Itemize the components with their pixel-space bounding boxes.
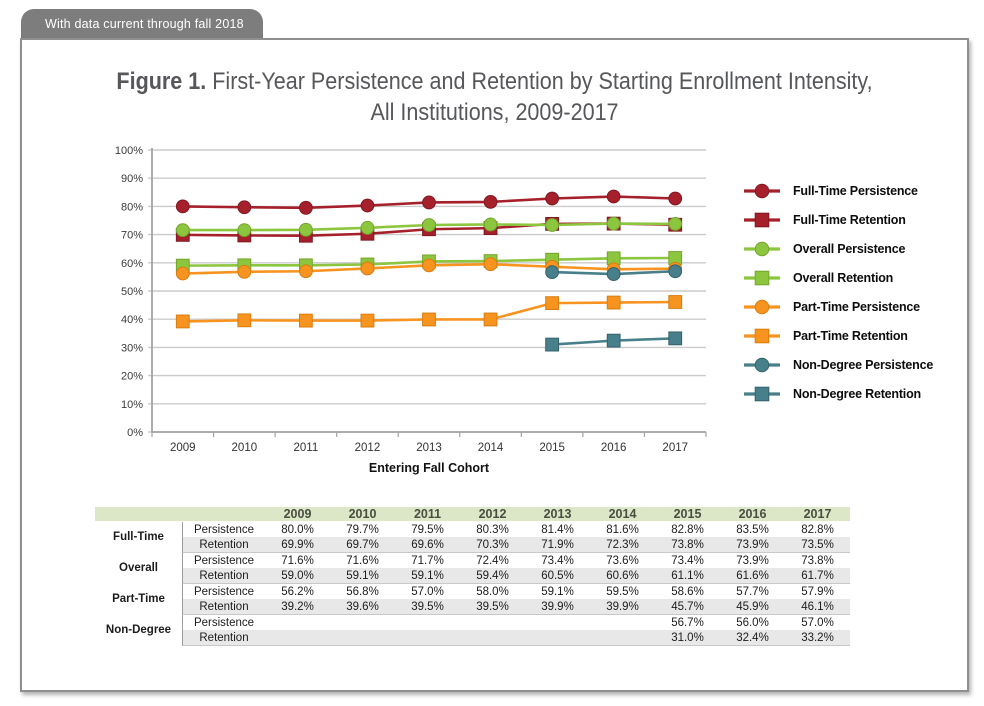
value-cell: 45.7%: [655, 599, 720, 615]
value-cell: 39.9%: [590, 599, 655, 615]
x-tick-label: 2009: [169, 442, 196, 454]
year-header-cell: 2009: [265, 507, 330, 522]
legend-label: Full-Time Persistence: [793, 183, 918, 198]
value-cell: 61.7%: [785, 568, 850, 584]
year-header-cell: 2015: [655, 507, 720, 522]
value-cell: 80.0%: [265, 522, 330, 537]
row-label-cell: Retention: [182, 630, 265, 646]
data-point-square: [176, 315, 189, 328]
value-cell: 57.9%: [785, 584, 850, 599]
value-cell: 69.7%: [330, 537, 395, 553]
data-point-circle: [361, 262, 374, 275]
value-cell: [525, 615, 590, 630]
value-cell: 45.9%: [720, 599, 785, 615]
data-point-circle: [607, 190, 620, 203]
x-tick-label: 2011: [293, 442, 319, 454]
value-cell: 71.6%: [330, 553, 395, 568]
value-cell: 73.9%: [720, 553, 785, 568]
data-point-circle: [484, 258, 497, 271]
value-cell: [525, 630, 590, 646]
data-point-square: [361, 314, 374, 327]
data-point-square: [546, 297, 559, 310]
legend-label: Non-Degree Persistence: [793, 357, 934, 372]
data-point-circle: [546, 219, 559, 232]
value-cell: [395, 630, 460, 646]
value-cell: 73.4%: [525, 553, 590, 568]
x-tick-label: 2012: [354, 442, 381, 454]
table-row: [95, 553, 850, 568]
data-point-circle: [299, 201, 312, 214]
y-tick-label: 50%: [120, 286, 143, 298]
value-cell: 82.8%: [785, 522, 850, 537]
x-axis-title: Entering Fall Cohort: [368, 461, 490, 475]
legend-item: [744, 176, 933, 205]
y-tick-label: 40%: [120, 314, 143, 327]
row-label-cell: Retention: [182, 537, 265, 553]
value-cell: 56.0%: [720, 615, 785, 630]
year-header-cell: 2016: [720, 507, 785, 522]
value-cell: 57.0%: [785, 615, 850, 630]
data-point-circle: [423, 219, 436, 232]
row-label-cell: Persistence: [182, 584, 265, 599]
data-point-square: [423, 313, 436, 326]
value-cell: [460, 630, 525, 646]
row-label-cell: Persistence: [182, 522, 265, 537]
group-label-cell: Non-Degree: [95, 615, 182, 646]
table-row: [95, 537, 850, 553]
value-cell: 73.6%: [590, 553, 655, 568]
data-point-circle: [484, 195, 497, 208]
legend-label: Full-Time Retention: [793, 212, 906, 227]
legend-square-icon: [744, 327, 780, 345]
value-cell: 60.6%: [590, 568, 655, 584]
data-point-square: [299, 314, 312, 327]
value-cell: 57.7%: [720, 584, 785, 599]
data-point-circle: [484, 218, 497, 231]
x-tick-label: 2015: [539, 442, 565, 454]
value-cell: 80.3%: [460, 522, 525, 537]
row-label-cell: Persistence: [182, 615, 265, 630]
banner-text: With data current through fall 2018: [45, 17, 244, 31]
data-point-circle: [176, 200, 189, 213]
data-point-circle: [299, 223, 312, 236]
value-cell: 73.8%: [655, 537, 720, 553]
year-header-cell: 2014: [590, 507, 655, 522]
legend-item: [744, 379, 933, 408]
value-cell: 70.3%: [460, 537, 525, 553]
value-cell: 59.5%: [590, 584, 655, 599]
value-cell: 31.0%: [655, 630, 720, 646]
data-point-square: [484, 313, 497, 326]
data-point-square: [238, 314, 251, 327]
value-cell: 57.0%: [395, 584, 460, 599]
value-cell: 73.9%: [720, 537, 785, 553]
row-label-cell: Retention: [182, 568, 265, 584]
value-cell: 73.8%: [785, 553, 850, 568]
value-cell: 69.6%: [395, 537, 460, 553]
value-cell: 39.9%: [525, 599, 590, 615]
value-cell: 73.4%: [655, 553, 720, 568]
data-point-circle: [423, 196, 436, 209]
table-row: [95, 568, 850, 584]
legend-circle-icon: [744, 298, 780, 316]
x-tick-label: 2016: [600, 442, 627, 454]
x-tick-label: 2014: [477, 442, 504, 454]
table-row: [95, 615, 850, 630]
value-cell: [265, 630, 330, 646]
value-cell: 59.1%: [395, 568, 460, 584]
line-chart: [95, 136, 725, 481]
value-cell: 39.6%: [330, 599, 395, 615]
value-cell: 39.2%: [265, 599, 330, 615]
value-cell: 39.5%: [395, 599, 460, 615]
data-point-circle: [299, 265, 312, 278]
value-cell: 61.1%: [655, 568, 720, 584]
data-point-circle: [546, 192, 559, 205]
value-cell: 81.6%: [590, 522, 655, 537]
data-point-square: [607, 296, 620, 309]
data-point-circle: [176, 224, 189, 237]
data-currency-banner: [21, 9, 263, 39]
value-cell: 60.5%: [525, 568, 590, 584]
y-tick-label: 10%: [120, 398, 143, 411]
legend-item: [744, 205, 933, 234]
y-tick-label: 20%: [120, 370, 143, 383]
legend-item: [744, 234, 933, 263]
value-cell: 59.1%: [330, 568, 395, 584]
data-point-circle: [361, 199, 374, 212]
data-point-square: [546, 338, 559, 351]
y-tick-label: 0%: [127, 427, 143, 439]
value-cell: [330, 615, 395, 630]
legend-item: [744, 321, 933, 350]
legend-label: Part-Time Retention: [793, 328, 908, 343]
y-tick-label: 100%: [114, 145, 143, 157]
y-tick-label: 30%: [120, 342, 143, 355]
data-point-circle: [669, 217, 682, 230]
legend-square-icon: [744, 269, 780, 287]
group-label-cell: Full-Time: [95, 522, 182, 553]
legend-circle-icon: [744, 356, 780, 374]
legend-item: [744, 292, 933, 321]
value-cell: 33.2%: [785, 630, 850, 646]
data-table: [95, 507, 850, 646]
row-label-cell: Retention: [182, 599, 265, 615]
data-point-circle: [546, 266, 559, 279]
legend-item: [744, 350, 933, 379]
value-cell: 56.2%: [265, 584, 330, 599]
legend-label: Non-Degree Retention: [793, 386, 921, 401]
data-point-circle: [361, 221, 374, 234]
value-cell: [265, 615, 330, 630]
figure-title-line2: All Institutions, 2009-2017: [370, 99, 619, 126]
table-header-row: [95, 507, 850, 522]
value-cell: 72.4%: [460, 553, 525, 568]
data-point-circle: [669, 192, 682, 205]
data-point-circle: [238, 224, 251, 237]
table-row: [95, 599, 850, 615]
value-cell: 56.8%: [330, 584, 395, 599]
figure-title: [77, 66, 912, 128]
value-cell: 72.3%: [590, 537, 655, 553]
legend-item: [744, 263, 933, 292]
value-cell: 73.5%: [785, 537, 850, 553]
data-point-circle: [607, 217, 620, 230]
value-cell: 83.5%: [720, 522, 785, 537]
data-table-container: [95, 507, 850, 646]
data-point-square: [669, 296, 682, 309]
table-row: [95, 522, 850, 537]
legend-circle-icon: [744, 182, 780, 200]
value-cell: 56.7%: [655, 615, 720, 630]
data-point-circle: [176, 267, 189, 280]
value-cell: 59.1%: [525, 584, 590, 599]
figure-number: Figure 1.: [116, 68, 207, 95]
value-cell: 71.6%: [265, 553, 330, 568]
value-cell: 71.7%: [395, 553, 460, 568]
value-cell: 79.5%: [395, 522, 460, 537]
year-header-cell: 2010: [330, 507, 395, 522]
value-cell: 71.9%: [525, 537, 590, 553]
header-corner-cell: [95, 507, 182, 522]
value-cell: 61.6%: [720, 568, 785, 584]
figure-title-line1: [77, 66, 912, 97]
value-cell: 58.6%: [655, 584, 720, 599]
x-tick-label: 2010: [231, 442, 258, 454]
legend-square-icon: [744, 211, 780, 229]
value-cell: 79.7%: [330, 522, 395, 537]
header-corner-cell: [182, 507, 265, 522]
value-cell: [590, 630, 655, 646]
row-label-cell: Persistence: [182, 553, 265, 568]
line-chart-canvas: [95, 136, 725, 481]
value-cell: 82.8%: [655, 522, 720, 537]
group-label-cell: Part-Time: [95, 584, 182, 615]
value-cell: 39.5%: [460, 599, 525, 615]
value-cell: [460, 615, 525, 630]
x-tick-label: 2013: [416, 442, 442, 454]
x-tick-label: 2017: [662, 442, 689, 454]
value-cell: 59.0%: [265, 568, 330, 584]
y-tick-label: 80%: [120, 201, 143, 214]
value-cell: 69.9%: [265, 537, 330, 553]
data-point-circle: [669, 265, 682, 278]
group-label-cell: Overall: [95, 553, 182, 584]
year-header-cell: 2013: [525, 507, 590, 522]
legend-circle-icon: [744, 240, 780, 258]
y-tick-label: 90%: [120, 173, 143, 186]
value-cell: 58.0%: [460, 584, 525, 599]
year-header-cell: 2012: [460, 507, 525, 522]
legend-label: Overall Retention: [793, 270, 894, 285]
year-header-cell: 2011: [395, 507, 460, 522]
value-cell: [395, 615, 460, 630]
y-tick-label: 60%: [120, 257, 143, 270]
data-point-square: [607, 334, 620, 347]
figure-title-text: First-Year Persistence and Retention by Starting Enrollment Intensity,: [206, 68, 873, 95]
table-row: [95, 630, 850, 646]
legend-label: Overall Persistence: [793, 241, 906, 256]
chart-legend: [744, 176, 933, 408]
legend-square-icon: [744, 385, 780, 403]
legend-label: Part-Time Persistence: [793, 299, 920, 314]
data-point-circle: [238, 201, 251, 214]
y-tick-label: 70%: [120, 229, 143, 242]
data-point-circle: [607, 268, 620, 281]
table-row: [95, 584, 850, 599]
value-cell: 81.4%: [525, 522, 590, 537]
value-cell: 32.4%: [720, 630, 785, 646]
value-cell: 59.4%: [460, 568, 525, 584]
data-point-square: [669, 332, 682, 345]
data-point-circle: [423, 259, 436, 272]
value-cell: [330, 630, 395, 646]
data-point-circle: [238, 265, 251, 278]
value-cell: 46.1%: [785, 599, 850, 615]
year-header-cell: 2017: [785, 507, 850, 522]
value-cell: [590, 615, 655, 630]
